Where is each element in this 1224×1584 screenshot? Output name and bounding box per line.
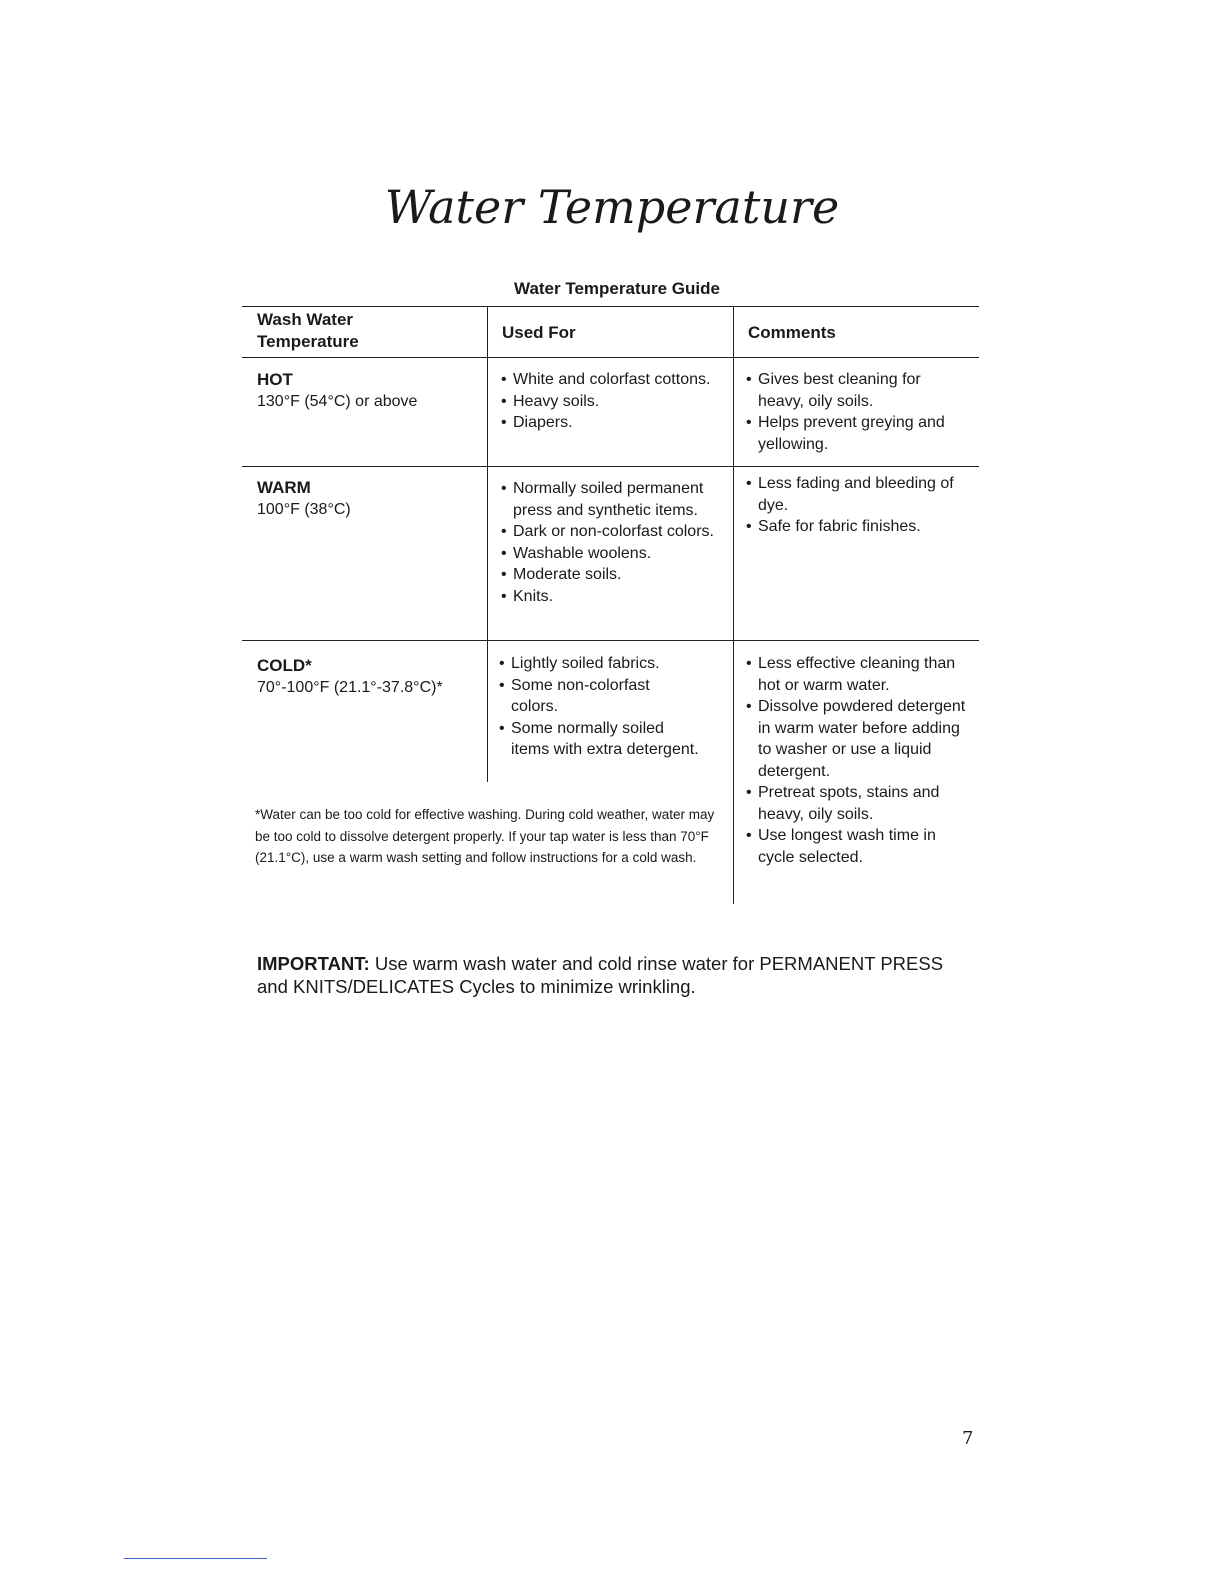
row-hot-comments xyxy=(746,369,966,455)
row-hot-used-for xyxy=(501,369,719,434)
list-item: • Pretreat spots, stains and heavy, oily soils. xyxy=(746,782,971,825)
list-item: • Knits. xyxy=(501,586,729,608)
row-warm-comments xyxy=(746,473,971,538)
row-hot-bottom-rule xyxy=(242,466,979,467)
list-item: • Safe for fabric finishes. xyxy=(746,516,971,538)
column-divider-right xyxy=(733,306,734,904)
list-item: • White and colorfast cottons. xyxy=(501,369,719,391)
list-item: • Some non-colorfast colors. xyxy=(499,675,699,718)
list-item: • Helps prevent greying and yellowing. xyxy=(746,412,966,455)
header-comments: Comments xyxy=(748,323,836,342)
header-used-for: Used For xyxy=(502,323,576,342)
table-title: Water Temperature Guide xyxy=(514,279,720,298)
list-item: • Use longest wash time in cycle selected. xyxy=(746,825,971,868)
row-cold-comments xyxy=(746,653,971,868)
list-item: • Normally soiled permanent press and synthetic items. xyxy=(501,478,729,521)
column-divider-left xyxy=(487,306,488,782)
list-item: • Diapers. xyxy=(501,412,719,434)
row-warm-bottom-rule xyxy=(242,640,979,641)
footer-rule xyxy=(124,1558,267,1559)
list-item: • Heavy soils. xyxy=(501,391,719,413)
temperature-name: COLD* xyxy=(257,656,312,675)
list-item: • Dissolve powdered detergent in warm water before adding to washer or use a liquid detergent. xyxy=(746,696,971,782)
row-cold-used-for xyxy=(499,653,699,761)
temperature-name: WARM xyxy=(257,478,311,497)
temperature-range: 130°F (54°C) or above xyxy=(257,392,418,410)
list-item: • Washable woolens. xyxy=(501,543,729,565)
header-bottom-rule xyxy=(242,357,979,358)
list-item: • Moderate soils. xyxy=(501,564,729,586)
temperature-name: HOT xyxy=(257,370,293,389)
table-top-rule xyxy=(242,306,979,307)
list-item: • Less fading and bleeding of dye. xyxy=(746,473,971,516)
important-note xyxy=(257,952,977,998)
important-text: Use warm wash water and cold rinse water for PERMANENT PRESS and KNITS/DELICATES Cycles to minimize wrinkling. xyxy=(257,953,944,997)
temperature-range: 100°F (38°C) xyxy=(257,500,351,518)
page-title: Water Temperature xyxy=(384,180,840,234)
row-hot-temperature xyxy=(257,369,482,412)
important-label: IMPORTANT: xyxy=(257,953,370,974)
list-item: • Gives best cleaning for heavy, oily soils. xyxy=(746,369,966,412)
row-warm-temperature xyxy=(257,477,482,520)
header-wash-water-temperature: Wash Water Temperature xyxy=(257,310,359,351)
page-number: 7 xyxy=(962,1428,974,1449)
row-cold-temperature xyxy=(257,655,482,698)
list-item: • Less effective cleaning than hot or warm water. xyxy=(746,653,971,696)
list-item: • Lightly soiled fabrics. xyxy=(499,653,699,675)
list-item: • Some normally soiled items with extra detergent. xyxy=(499,718,699,761)
cold-water-footnote: *Water can be too cold for effective washing. During cold weather, water may be too cold to dissolve detergent properly. If your tap water is less than 70°F (21.1°C), use a warm wash setting and follow instructions for a cold wash. xyxy=(255,807,715,865)
list-item: • Dark or non-colorfast colors. xyxy=(501,521,729,543)
temperature-range: 70°-100°F (21.1°-37.8°C)* xyxy=(257,678,443,696)
row-warm-used-for xyxy=(501,478,729,607)
